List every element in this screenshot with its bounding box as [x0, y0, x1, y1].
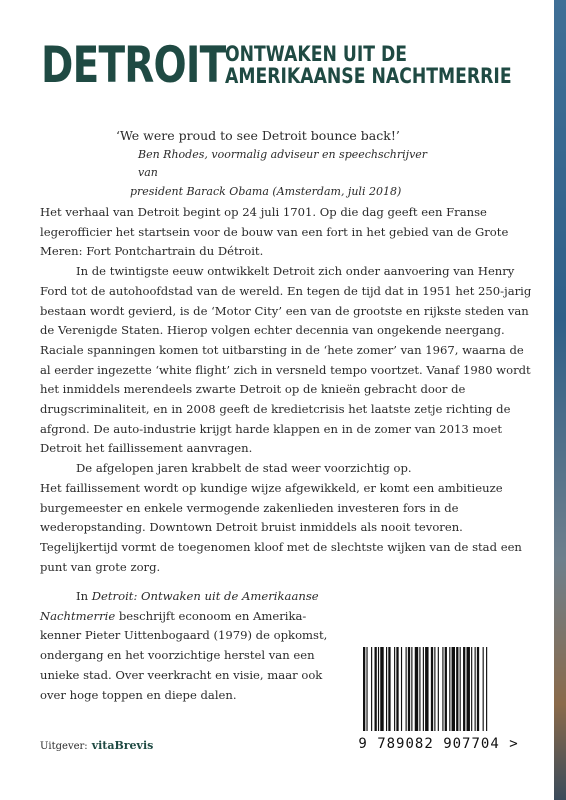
barcode-bar — [396, 647, 398, 731]
epigraph-quote — [116, 127, 446, 201]
barcode-bar — [425, 647, 428, 731]
barcode-bar — [419, 647, 420, 731]
paragraph-4: Het faillissement wordt op kundige wijze afgewikkeld, er komt een ambitieuze burgemeester en enkele vermogende zakenlieden investeren fors in de wederopstanding. Downtown Detroit bruist inmiddels als nooit tevoren. Tegelijkertijd vormt de toegenomen kloof met de slechtste wijken van de stad een punt van grote zorg. — [40, 480, 522, 574]
barcode-bar — [375, 647, 377, 731]
paragraph-1: Het verhaal van Detroit begint op 24 juli 1701. Op die dag geeft een Franse legerofficier het startsein voor de bouw van een fort in het gebied van de Grote Meren: Fort Pontchartrain du Détroit. — [40, 205, 509, 259]
barcode-bar — [411, 647, 412, 731]
title-subtitle — [225, 42, 512, 88]
publisher-logo: vitaBrevis — [91, 739, 154, 752]
subtitle-line-1: ONTWAKEN UIT DE — [225, 42, 408, 66]
barcode-bar — [378, 647, 379, 731]
publisher-line — [40, 739, 153, 754]
barcode-bar — [406, 647, 407, 731]
barcode-bar — [371, 647, 372, 731]
barcode-bar — [475, 647, 476, 731]
cover-spine-image — [554, 0, 566, 800]
barcode-bar — [471, 647, 472, 731]
barcode-bar — [431, 647, 433, 731]
barcode-bar — [363, 647, 365, 731]
quote-attribution — [116, 146, 446, 202]
barcode-bar — [486, 647, 487, 731]
blurb-prefix: In — [76, 589, 92, 603]
barcode-bar — [442, 647, 443, 731]
barcode-bar — [366, 647, 367, 731]
barcode-bar — [415, 647, 418, 731]
barcode-bar — [386, 647, 387, 731]
barcode-bars — [355, 643, 522, 735]
quote-text: ‘We were proud to see Detroit bounce back!’ — [116, 128, 400, 143]
barcode-bar — [380, 647, 383, 731]
barcode-bar — [423, 647, 424, 731]
barcode-bar — [483, 647, 484, 731]
synopsis-text — [40, 203, 538, 577]
barcode-bar — [449, 647, 450, 731]
attribution-line-2: president Barack Obama (Amsterdam, juli 2018) — [130, 184, 402, 198]
blurb-text: beschrijft econoom en Amerika-kenner Pieter Uittenbogaard (1979) de opkomst, ondergang en het voorzichtige herstel van een unieke stad. Over veerkracht en visie, maar ook over hoge toppen en diepe dalen. — [40, 608, 328, 702]
barcode-bar — [460, 647, 461, 731]
barcode-bar — [401, 647, 402, 731]
barcode-bar — [438, 647, 439, 731]
paragraph-2: In de twintigste eeuw ontwikkelt Detroit zich onder aanvoering van Henry Ford tot de autohoofdstad van de wereld. En tegen de tijd dat in 1951 het 250-jarig bestaan wordt gevierd, is de ‘Motor City’ een van de grootste en rijkste steden van de Verenigde Staten. Hierop volgen echter decennia van ongekende neergang. Raciale spanningen komen tot uitbarsting in de ‘hete zomer’ van 1967, waarna de al eerder ingezette ‘white flight’ zich in versneld tempo voortzet. Vanaf 1980 wordt het inmiddels merendeels zwarte Detroit op de knieën gebracht door de drugscriminaliteit, en in 2008 geeft de kredietcrisis het laatste zetje richting de afgrond. De auto-industrie krijgt harde klappen en in de zomer van 2013 moet Detroit het faillissement aanvragen. — [40, 264, 532, 456]
barcode-bar — [452, 647, 455, 731]
barcode-number: 9 789082 907704 > — [358, 736, 519, 752]
barcode-bar — [477, 647, 479, 731]
barcode-bar — [408, 647, 410, 731]
barcode-bar — [456, 647, 458, 731]
book-title-italic: Detroit: Ontwaken uit de Amerikaanse Nachtmerrie — [40, 589, 319, 623]
author-blurb — [40, 587, 332, 705]
barcode-bar — [394, 647, 395, 731]
title-main: DETROIT — [41, 36, 226, 94]
barcode-bar — [467, 647, 470, 731]
attribution-line-1: Ben Rhodes, voormalig adviseur en speechschrijver van — [138, 147, 428, 179]
publisher-label: Uitgever: — [40, 741, 88, 752]
barcode-bar — [445, 647, 447, 731]
barcode-bar — [463, 647, 465, 731]
paragraph-3: De afgelopen jaren krabbelt de stad weer voorzichtig op. — [76, 461, 412, 476]
barcode-bar — [434, 647, 435, 731]
subtitle-line-2: AMERIKAANSE NACHTMERRIE — [225, 64, 512, 88]
isbn-barcode — [355, 643, 522, 754]
barcode-bar — [388, 647, 390, 731]
